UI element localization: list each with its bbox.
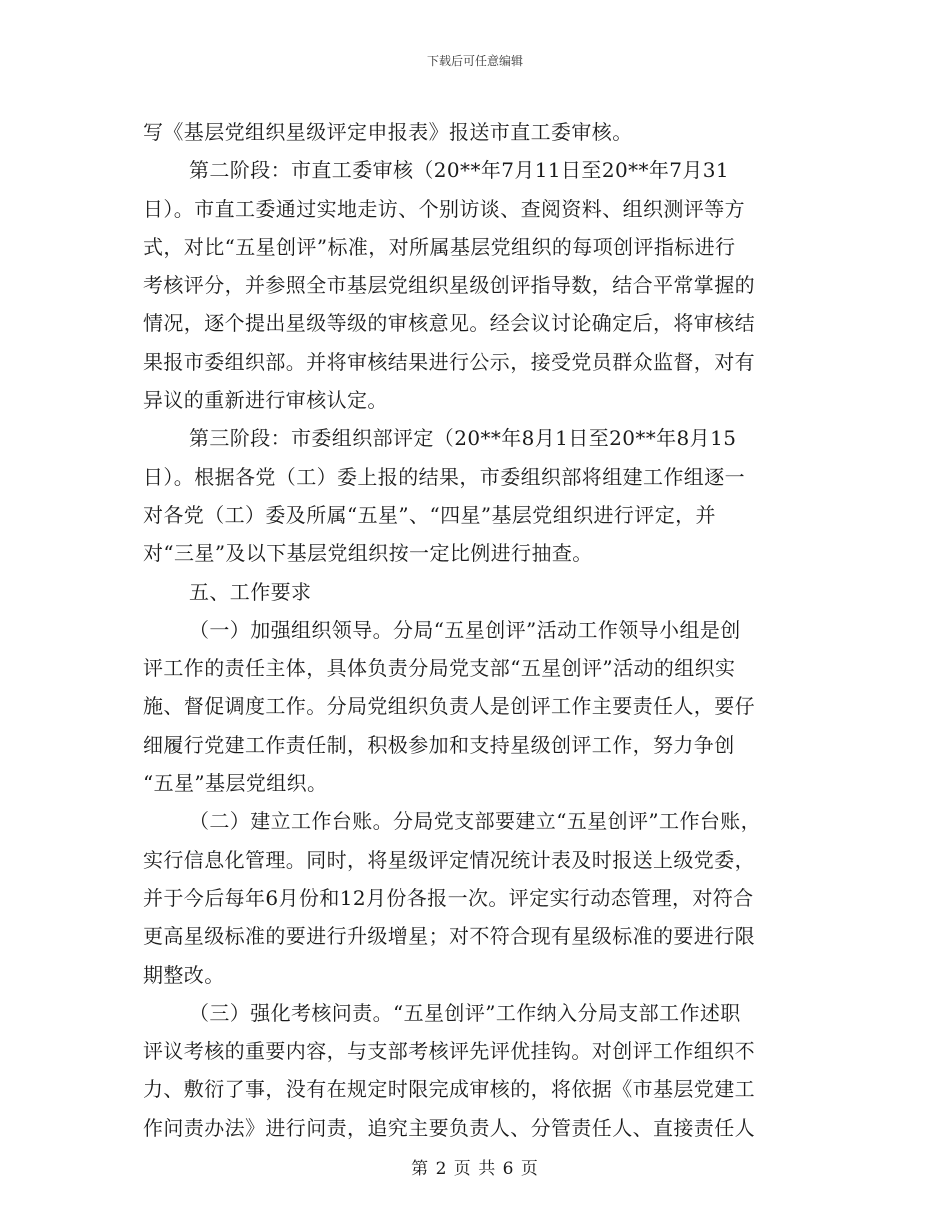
page-header: 下载后可任意编辑 [426,54,523,68]
text-line: 情况，逐个提出星级等级的审核意见。经会议讨论确定后，将审核结 [143,311,755,336]
text-line: 期整改。 [143,962,225,987]
text-line: 力、敷衍了事，没有在规定时限完成审核的，将依据《市基层党建工 [143,1077,755,1102]
text-line: 实行信息化管理。同时，将星级评定情况统计表及时报送上级党委， [143,847,755,872]
text-line: （三）强化考核问责。“五星创评”工作纳入分局支部工作述职 [189,1000,741,1025]
text-line: （二）建立工作台账。分局党支部要建立“五星创评”工作台账， [189,809,762,834]
text-line: 五、工作要求 [189,579,312,604]
text-line: “五星”基层党组织。 [143,771,328,796]
text-line: 对“三星”及以下基层党组织按一定比例进行抽查。 [143,541,593,566]
text-line: 写《基层党组织星级评定申报表》报送市直工委审核。 [143,120,633,144]
text-line: 施、督促调度工作。分局党组织负责人是创评工作主要责任人，要仔 [143,694,755,719]
text-line: 果报市委组织部。并将审核结果进行公示，接受党员群众监督，对有 [143,349,755,374]
text-line: 更高星级标准的要进行升级增星；对不符合现有星级标准的要进行限 [143,924,755,949]
text-line: 异议的重新进行审核认定。 [143,388,388,413]
text-line: 并于今后每年6月份和12月份各报一次。评定实行动态管理，对符合 [143,885,754,910]
text-line: 评议考核的重要内容，与支部考核评先评优挂钩。对创评工作组织不 [143,1039,755,1064]
text-line: （一）加强组织领导。分局“五星创评”活动工作领导小组是创 [189,617,741,642]
page-footer: 第 2 页 共 6 页 [411,1159,539,1179]
text-line: 日）。根据各党（工）委上报的结果，市委组织部将组建工作组逐一 [143,464,745,489]
text-line: 式，对比“五星创评”标准，对所属基层党组织的每项创评指标进行 [143,234,736,259]
text-line: 日）。市直工委通过实地走访、个别访谈、查阅资料、组织测评等方 [143,196,745,221]
text-line: 评工作的责任主体，具体负责分局党支部“五星创评”活动的组织实 [143,656,736,681]
document-body [143,113,809,1147]
text-line: 细履行党建工作责任制，积极参加和支持星级创评工作，努力争创 [143,732,735,757]
text-line: 第二阶段：市直工委审核（20**年7月11日至20**年7月31 [189,158,730,183]
text-line: 第三阶段：市委组织部评定（20**年8月1日至20**年8月15 [189,426,737,451]
text-line: 对各党（工）委及所属“五星”、“四星”基层党组织进行评定，并 [143,502,716,527]
text-line: 作问责办法》进行问责，追究主要负责人、分管责任人、直接责任人 [143,1115,755,1140]
text-line: 考核评分，并参照全市基层党组织星级创评指导数，结合平常掌握的 [143,273,755,298]
